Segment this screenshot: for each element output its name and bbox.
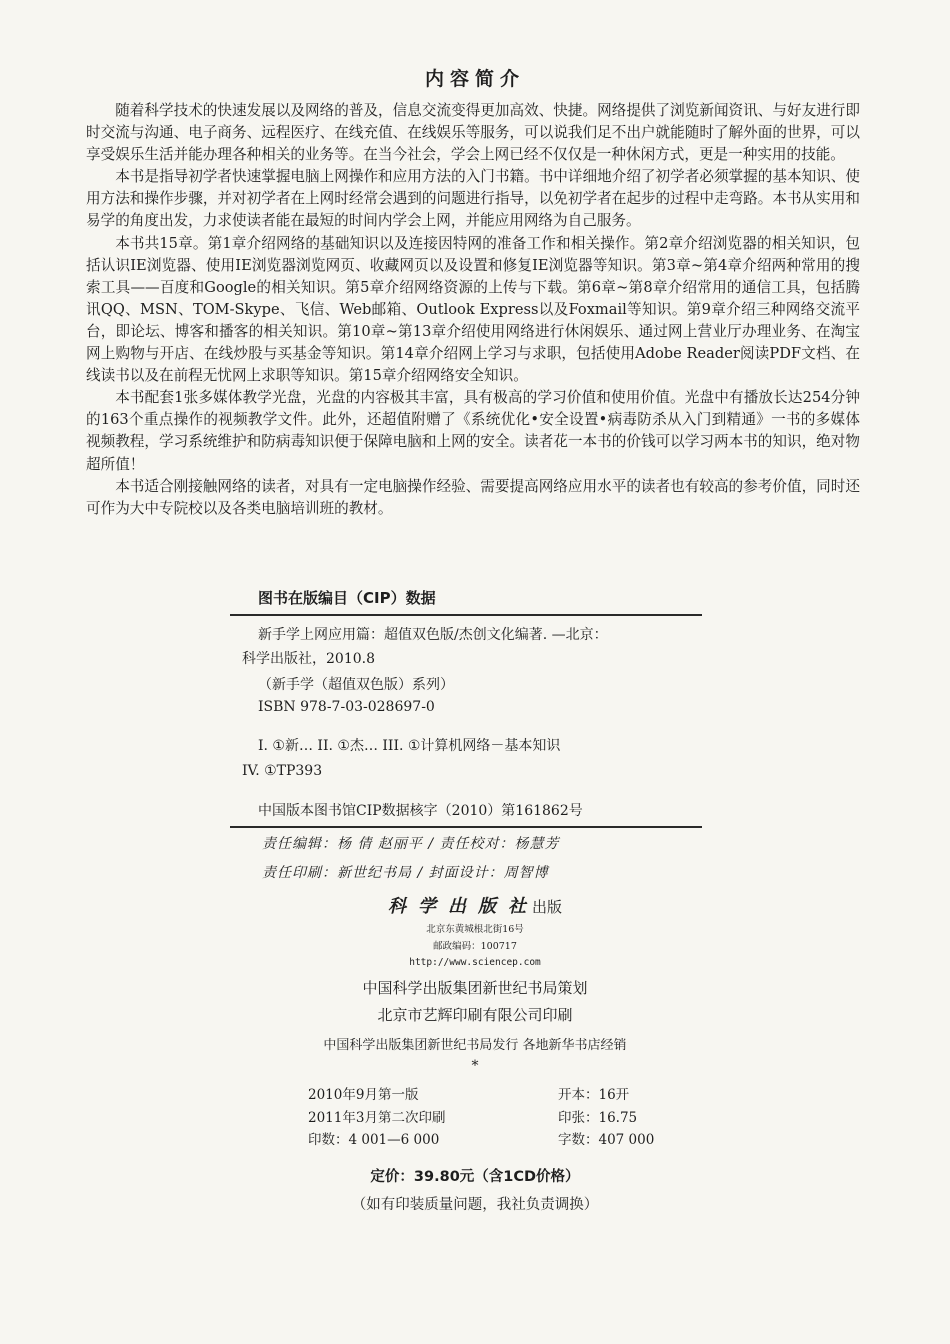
price-line: 定价：39.80元（含1CD价格） bbox=[370, 1169, 580, 1185]
publisher-suffix: 出版 bbox=[531, 898, 562, 916]
cip-line: IV. ①TP393 bbox=[242, 763, 323, 779]
publisher-address: 北京东黄城根北街16号 bbox=[426, 924, 524, 935]
intro-paragraph: 随着科学技术的快速发展以及网络的普及，信息交流变得更加高效、快捷。网络提供了浏览新闻资讯、与好友进行即时交流与沟通、电子商务、远程医疗、在线充值、在线娱乐等服务，可以说我们足不出户就能随时了解外面的世界，可以享受娱乐生活并能办理各种相关的业务等。在当今社会，学会上网已经不仅仅是一种休闲方式，更是一种实用的技能。 bbox=[86, 102, 860, 164]
credits-row-2: 责任印刷：新世纪书局 / 封面设计：周智博 bbox=[262, 865, 549, 881]
planner-line: 中国科学出版集团新世纪书局策划 bbox=[362, 979, 588, 997]
printing-line: 2011年3月第二次印刷 bbox=[308, 1109, 446, 1126]
distribution-line: 中国科学出版集团新世纪书局发行 各地新华书店经销 bbox=[323, 1038, 627, 1053]
publisher-line bbox=[0, 892, 950, 918]
publisher-url: http://www.sciencep.com bbox=[409, 957, 541, 968]
intro-paragraph: 本书适合刚接触网络的读者，对具有一定电脑操作经验、需要提高网络应用水平的读者也有较高的参考价值，同时还可作为大中专院校以及各类电脑培训班的教材。 bbox=[86, 477, 860, 517]
spec-left-column bbox=[308, 1084, 445, 1152]
cip-line: （新手学（超值双色版）系列） bbox=[258, 677, 454, 693]
edition-line: 2010年9月第一版 bbox=[308, 1087, 419, 1103]
intro-paragraph: 本书是指导初学者快速掌握电脑上网操作和应用方法的入门书籍。书中详细地介绍了初学者必须掌握的基本知识、使用方法和操作步骤，并对初学者在上网时经常会遇到的问题进行指导，以免初学者在起步的过程中走弯路。本书从实用和易学的角度出发，力求使读者能在最短的时间内学会上网，并能应用网络为自己服务。 bbox=[86, 168, 860, 230]
print-run-line: 印数：4 001—6 000 bbox=[308, 1132, 440, 1148]
publisher-logo: 科学出版社 bbox=[387, 896, 538, 917]
printer-line: 北京市艺辉印刷有限公司印刷 bbox=[377, 1006, 573, 1024]
cip-bottom-rule bbox=[230, 826, 702, 828]
intro-paragraph: 本书共15章。第1章介绍网络的基础知识以及连接因特网的准备工作和相关操作。第2章介绍浏览器的相关知识，包括认识IE浏览器、使用IE浏览器浏览网页、收藏网页以及设置和修复IE浏览器等知识。第3章~第4章介绍两种常用的搜索工具——百度和Google的相关知识。第5章介绍网络资源的上传与下载。第6章~第8章介绍常用的通信工具，包括腾讯QQ、MSN、TOM-Skype、飞信、Web邮箱、Outlook Express以及Foxmail等知识。第9章介绍三种网络交流平台，即论坛、博客和播客的相关知识。第10章~第13章介绍使用网络进行休闲娱乐、通过网上营业厅办理业务、在淘宝网上购物与开店、在线炒股与买基金等知识。第14章介绍网上学习与求职，包括使用Adobe Reader阅读PDF文档、在线读书以及在前程无忧网上求职等知识。第15章介绍网络安全知识。 bbox=[86, 234, 860, 385]
cip-line: 科学出版社，2010.8 bbox=[242, 651, 375, 667]
intro-paragraph: 本书配套1张多媒体教学光盘，光盘的内容极其丰富，具有极高的学习价值和使用价值。光盘中有播放长达254分钟的163个重点操作的视频教学文件。此外，还超值附赠了《系统优化•安全设置•病毒防杀从入门到精通》一书的多媒体视频教程，学习系统维护和防病毒知识便于保障电脑和上网的安全。读者花一本书的价钱可以学习两本书的知识，绝对物超所值！ bbox=[86, 389, 860, 473]
cip-top-rule bbox=[230, 614, 702, 616]
word-count-line: 字数：407 000 bbox=[558, 1132, 655, 1148]
cip-line: I. ①新… II. ①杰… III. ①计算机网络－基本知识 bbox=[258, 738, 561, 754]
cip-heading: 图书在版编目（CIP）数据 bbox=[258, 589, 436, 607]
cip-verification: 中国版本图书馆CIP数据核字（2010）第161862号 bbox=[258, 803, 583, 819]
quality-notice: （如有印装质量问题，我社负责调换） bbox=[351, 1197, 599, 1213]
publisher-postcode: 邮政编码：100717 bbox=[433, 941, 517, 952]
intro-body bbox=[86, 100, 860, 520]
cip-line: ISBN 978-7-03-028697-0 bbox=[258, 699, 435, 715]
cip-line: 新手学上网应用篇：超值双色版/杰创文化编著. —北京： bbox=[258, 627, 608, 643]
separator-star: * bbox=[471, 1058, 479, 1074]
sheets-line: 印张：16.75 bbox=[558, 1109, 638, 1126]
spec-right-column bbox=[558, 1084, 654, 1152]
intro-title: 内容简介 bbox=[424, 68, 525, 90]
credits-row-1: 责任编辑：杨 倩 赵丽平 / 责任校对：杨慧芳 bbox=[262, 836, 560, 852]
format-line: 开本：16开 bbox=[558, 1087, 630, 1103]
